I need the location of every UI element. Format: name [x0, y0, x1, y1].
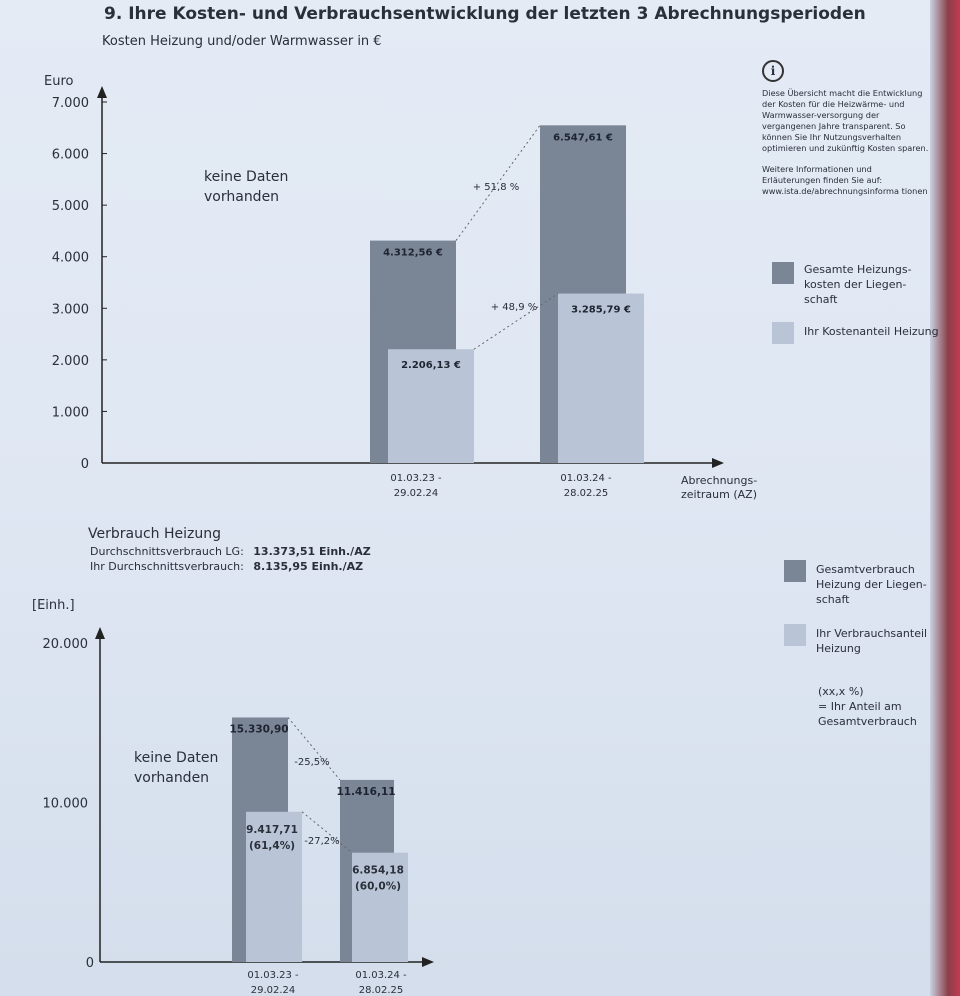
info-paragraph-2: Weitere Informationen und Erläuterungen finden Sie auf: www.ista.de/abrechnungsinforma tionen — [762, 164, 928, 196]
bar-label-own-cost: 2.206,13 € — [401, 360, 461, 372]
change-label-own-consumption: -27,2% — [304, 836, 340, 847]
y-axis-arrow-consumption — [95, 627, 105, 639]
no-data-cost: keine Daten vorhanden — [204, 169, 289, 205]
y-tick-label: 2.000 — [51, 353, 89, 369]
bar-label-total-cost: 6.547,61 € — [553, 132, 613, 144]
chart-subtitle: Kosten Heizung und/oder Warmwasser in € — [102, 34, 382, 49]
y-tick-label: 7.000 — [51, 96, 89, 111]
legend-label-own-consumption: Ihr Verbrauchsanteil Heizung — [816, 627, 928, 655]
y-tick-label: 0 — [85, 956, 94, 971]
x-axis-arrow-cost — [712, 458, 724, 468]
y-axis-label-cost: Euro — [44, 74, 74, 89]
y-tick-label: 4.000 — [51, 250, 89, 266]
bar-label-own-consumption: 6.854,18 (60,0%) — [352, 864, 404, 893]
legend-label-own-cost: Ihr Kostenanteil Heizung — [804, 325, 939, 338]
avg-own-label: Ihr Durchschnittsverbrauch: — [90, 560, 244, 573]
y-axis-arrow-cost — [97, 86, 107, 98]
x-tick-label-consumption: 01.03.23 -29.02.24 — [247, 970, 299, 996]
y-tick-label: 10.000 — [42, 796, 88, 812]
y-tick-label: 0 — [80, 457, 89, 472]
avg-lg-value: 13.373,51 Einh./AZ — [253, 545, 371, 558]
y-axis-label-consumption: [Einh.] — [32, 598, 75, 613]
bar-label-total-cost: 4.312,56 € — [383, 247, 443, 259]
y-tick-label: 6.000 — [51, 147, 89, 163]
y-tick-label: 1.000 — [51, 405, 89, 421]
legend-label-total-consumption: Gesamtverbrauch Heizung der Liegen- schaft — [816, 563, 927, 606]
section-heading: 9. Ihre Kosten- und Verbrauchsentwicklung der letzten 3 Abrechnungsperioden — [104, 4, 866, 24]
bar-label-own-cost: 3.285,79 € — [571, 304, 631, 316]
change-label-own-cost: + 48,9 % — [490, 302, 538, 313]
x-axis-label-cost: Abrechnungs-zeitraum (AZ) — [681, 474, 758, 501]
bar-label-own-consumption: 9.417,71 (61,4%) — [246, 823, 298, 852]
y-tick-label: 20.000 — [42, 637, 88, 652]
x-tick-label-cost: 01.03.24 -28.02.25 — [560, 473, 612, 499]
avg-lg-label: Durchschnittsverbrauch LG: — [90, 545, 244, 558]
change-label-total-consumption: -25,5% — [294, 757, 330, 768]
y-tick-label: 3.000 — [51, 302, 89, 318]
legend-label-total-cost: Gesamte Heizungs- kosten der Liegen- schaft — [804, 263, 912, 306]
consumption-title: Verbrauch Heizung — [88, 526, 221, 542]
x-tick-label-cost: 01.03.23 -29.02.24 — [390, 473, 442, 499]
avg-own-value: 8.135,95 Einh./AZ — [253, 560, 364, 573]
info-paragraph-1: Diese Übersicht macht die Entwicklung der Kosten für die Heizwärme- und Warmwasser-versorgung der vergangenen Jahre transparent. So können Sie Ihr Nutzungsverhalten optimieren und zukünftig Kosten sparen. — [762, 88, 929, 153]
bar-own-cost — [558, 294, 644, 463]
y-tick-label: 5.000 — [51, 199, 89, 215]
bar-label-total-consumption: 15.330,90 — [229, 723, 289, 736]
no-data-consumption: keine Daten vorhanden — [134, 750, 219, 786]
x-axis-arrow-consumption — [422, 957, 434, 967]
info-icon: i — [762, 60, 784, 82]
change-label-total-cost: + 51,8 % — [472, 182, 520, 193]
bar-label-total-consumption: 11.416,11 — [336, 785, 396, 798]
change-line-total-consumption — [288, 717, 340, 779]
x-tick-label-consumption: 01.03.24 -28.02.25 — [355, 970, 407, 996]
legend-note: (xx,x %) = Ihr Anteil am Gesamtverbrauch — [818, 685, 917, 728]
